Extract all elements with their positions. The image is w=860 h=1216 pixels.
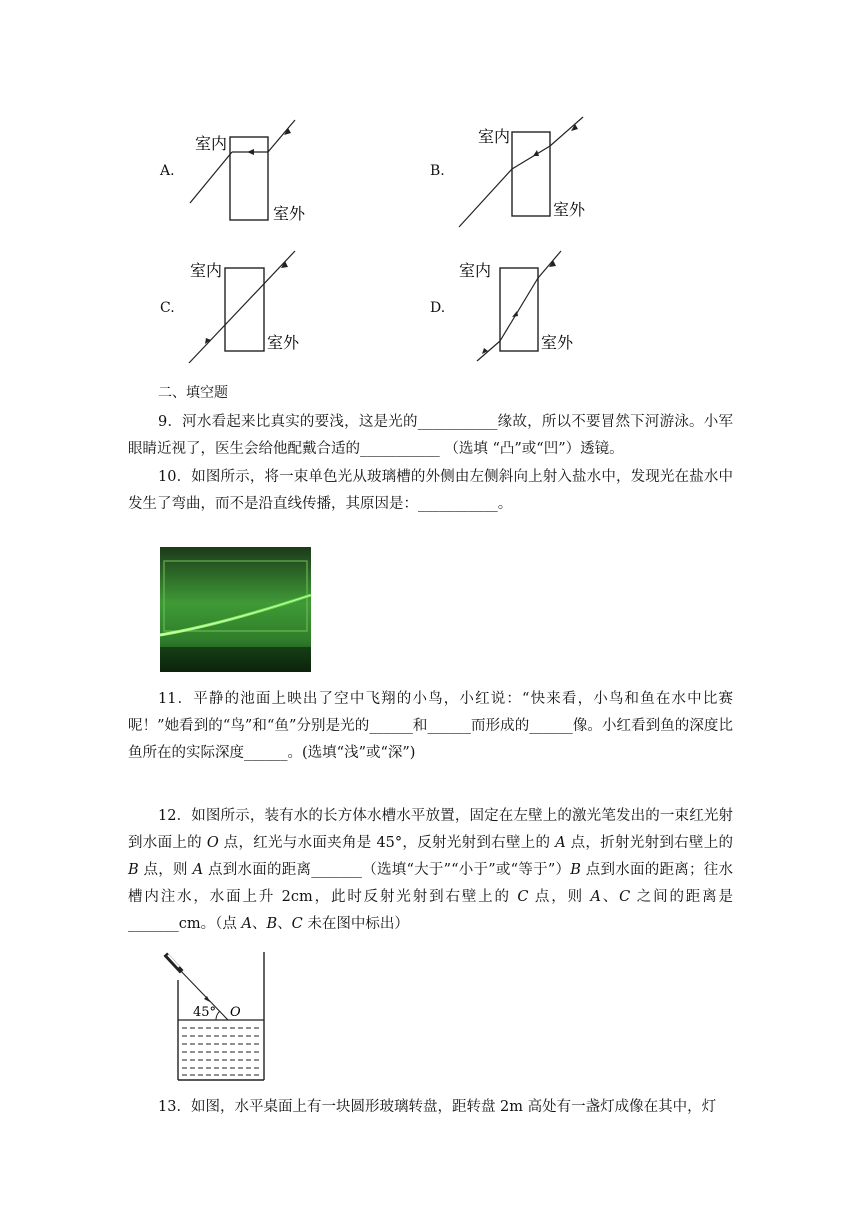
option-c-label: C. bbox=[160, 300, 175, 316]
angle-label: 45° bbox=[193, 1005, 217, 1020]
option-d-diagram bbox=[455, 248, 585, 366]
option-b-label: B. bbox=[430, 163, 445, 179]
option-b-outdoor-label: 室外 bbox=[553, 200, 586, 219]
option-a-label: A. bbox=[160, 163, 175, 179]
option-a-outdoor-label: 室外 bbox=[273, 204, 306, 223]
option-d-outdoor-label: 室外 bbox=[541, 333, 574, 352]
option-b-diagram bbox=[455, 112, 595, 232]
question-12: 12．如图所示，装有水的长方体水槽水平放置，固定在左壁上的激光笔发出的一束红光射到水面上的 O 点，红光与水面夹角是 45°，反射光射到右壁上的 A 点，折射光射到右壁上的 B 点，则 A 点到水面的距离_______（选填“大于”“小于”或“等于”）B 点到水面的距离；往水槽内注水，水面上升 2cm，此时反射光射到右壁上的 C 点，则 A、C 之间的距离是_______cm。（点 A、B、C 未在图中标出） bbox=[128, 808, 734, 932]
laser-salt-water-photo bbox=[160, 547, 311, 672]
question-11: 11．平静的池面上映出了空中飞翔的小鸟，小红说：“快来看，小鸟和鱼在水中比赛呢！”她看到的“鸟”和“鱼”分别是光的______和______而形成的______像。小红看到鱼的深度比鱼所在的实际深度______。(选填“浅”或“深”) bbox=[128, 691, 733, 761]
option-c-outdoor-label: 室外 bbox=[267, 333, 300, 352]
option-c-indoor-label: 室内 bbox=[190, 261, 223, 280]
option-b-indoor-label: 室内 bbox=[478, 127, 511, 146]
question-9: 9．河水看起来比真实的要浅，这是光的___________缘故，所以不要冒然下河游泳。小军眼睛近视了，医生会给他配戴合适的___________ （选填 “凸”或“凹”）透镜。 bbox=[128, 414, 733, 457]
question-13: 13．如图，水平桌面上有一块圆形玻璃转盘，距转盘 2m 高处有一盏灯成像在其中，灯 bbox=[158, 1099, 717, 1115]
water-tank-diagram bbox=[158, 950, 273, 1085]
option-d-indoor-label: 室内 bbox=[459, 261, 492, 280]
point-o-label: O bbox=[230, 1005, 241, 1020]
question-10: 10．如图所示，将一束单色光从玻璃槽的外侧由左侧斜向上射入盐水中，发现光在盐水中发生了弯曲，而不是沿直线传播，其原因是：___________。 bbox=[128, 469, 733, 512]
option-c-diagram bbox=[185, 248, 305, 366]
section-title: 二、填空题 bbox=[158, 385, 228, 401]
option-d-label: D. bbox=[430, 300, 446, 316]
option-a-diagram bbox=[185, 115, 315, 225]
option-a-indoor-label: 室内 bbox=[195, 134, 228, 153]
